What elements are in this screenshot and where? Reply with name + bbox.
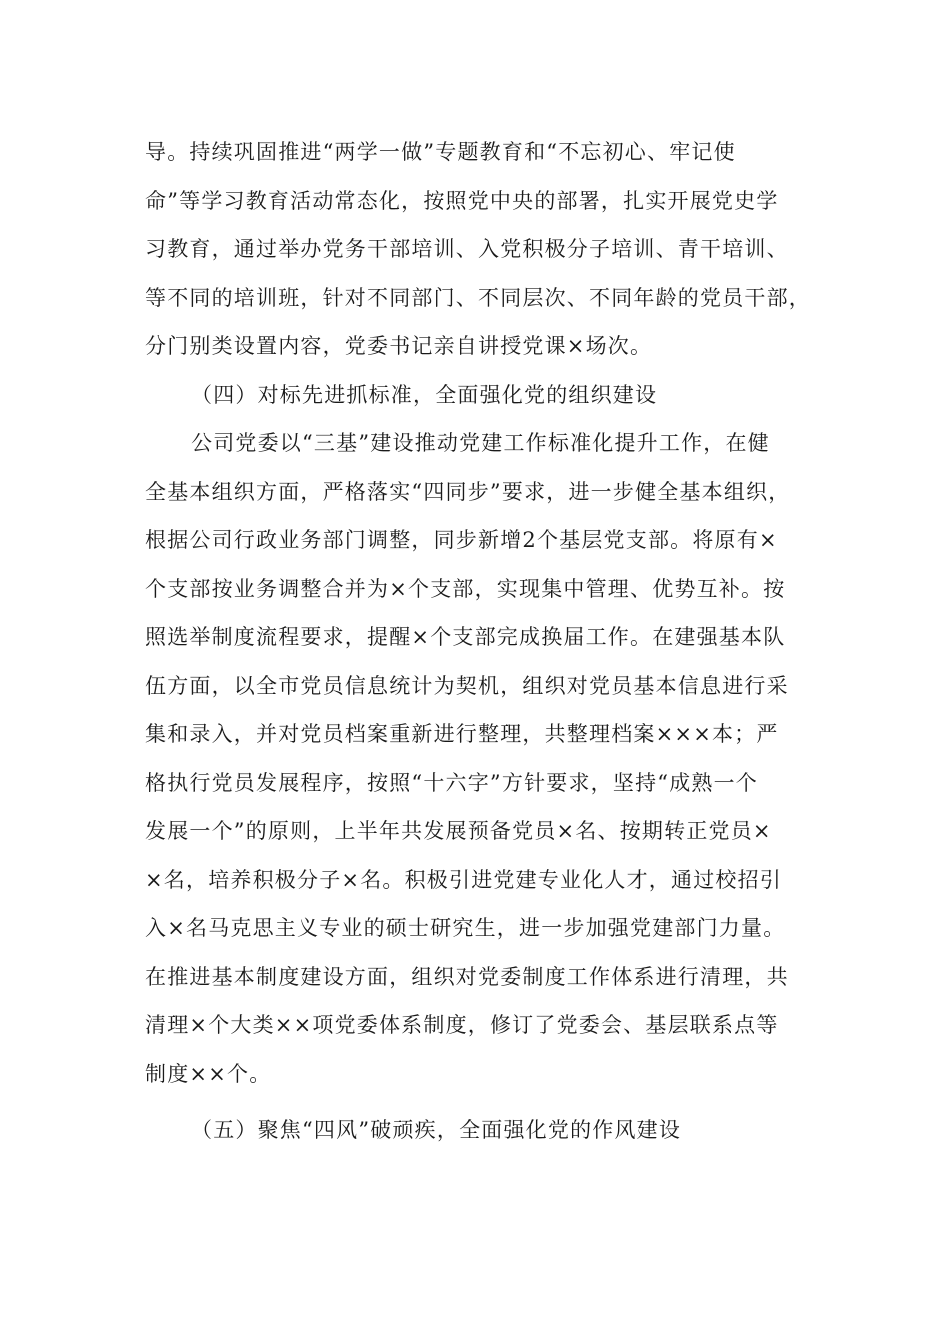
paragraph-line: 根据公司行政业务部门调整，同步新增2个基层党支部。将原有×	[145, 528, 778, 552]
paragraph-line: 在推进基本制度建设方面，组织对党委制度工作体系进行清理，共	[145, 964, 789, 989]
document-body	[145, 128, 815, 1155]
paragraph-spacer	[145, 1098, 815, 1106]
paragraph-line: 分门别类设置内容，党委书记亲自讲授党课×场次。	[145, 334, 653, 358]
paragraph-line: 制度××个。	[145, 1061, 272, 1086]
paragraph-line: 清理×个大类××项党委体系制度，修订了党委会、基层联系点等	[145, 1013, 779, 1037]
paragraph-line: ×名，培养积极分子×名。积极引进党建专业化人才，通过校招引	[145, 867, 782, 892]
section-heading-5: （五）聚焦“四风”破顽疾，全面强化党的作风建设	[191, 1118, 682, 1142]
paragraph-line: 伍方面，以全市党员信息统计为契机，组织对党员基本信息进行采	[145, 673, 789, 698]
paragraph-line: 等不同的培训班，针对不同部门、不同层次、不同年龄的党员干部，	[145, 285, 811, 310]
paragraph-line: 导。持续巩固推进“两学一做”专题教育和“不忘初心、牢记使	[145, 140, 736, 164]
paragraph-line: 发展一个”的原则，上半年共发展预备党员×名、按期转正党员×	[145, 819, 772, 843]
paragraph-line: 格执行党员发展程序，按照“十六字”方针要求，坚持“成熟一个	[145, 770, 759, 795]
paragraph-line: 命”等学习教育活动常态化，按照党中央的部署，扎实开展党史学	[145, 188, 779, 213]
paragraph-line: 公司党委以“三基”建设推动党建工作标准化提升工作，在健	[191, 431, 770, 455]
paragraph-line: 习教育，通过举办党务干部培训、入党积极分子培训、青干培训、	[145, 237, 789, 261]
paragraph-line: 全基本组织方面，严格落实“四同步”要求，进一步健全基本组织，	[145, 479, 791, 504]
paragraph-line: 集和录入，并对党员档案重新进行整理，共整理档案×××本；严	[145, 722, 779, 746]
section-heading-4: （四）对标先进抓标准，全面强化党的组织建设	[191, 382, 658, 407]
paragraph-line: 个支部按业务调整合并为×个支部，实现集中管理、优势互补。按	[145, 576, 786, 601]
paragraph-line: 入×名马克思主义专业的硕士研究生，进一步加强党建部门力量。	[145, 916, 786, 940]
paragraph-line: 照选举制度流程要求，提醒×个支部完成换届工作。在建强基本队	[145, 625, 786, 649]
